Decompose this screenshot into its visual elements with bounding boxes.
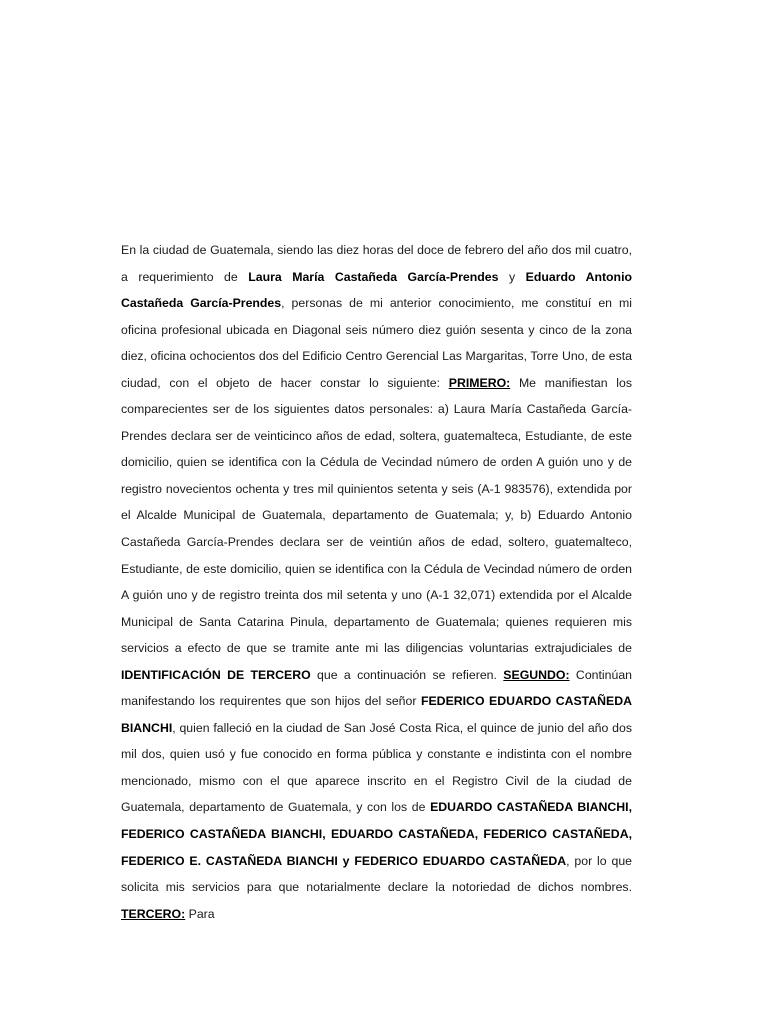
name-federico: FEDERICO EDUARDO CASTAÑEDA BIANCHI [121, 694, 632, 735]
text-run: , por lo que solicita mis servicios para que notarialmente declare la notoriedad de dichos nombres. [121, 853, 633, 895]
text-run: En la ciudad de Guatemala, siendo las diez horas del doce de febrero del año dos mil cuatro, a requerimiento de [121, 243, 632, 284]
name-laura: Laura María Castañeda García-Prendes [248, 269, 499, 284]
text-run: Continúan manifestando los requirentes que son hijos del señor [121, 667, 632, 709]
text-run: , quien falleció en la ciudad de San José Costa Rica, el quince de junio del año dos mil dos, quien usó y fue conocido en forma pública y constante e indistinta con el nombre mencionado, mismo con el que aparece inscrito en el Registro Civil de la ciudad de Guatemala, departamento de Guatemala, y con los de [121, 720, 632, 815]
document-body-text [121, 237, 632, 927]
clause-heading-segundo: SEGUNDO: [503, 667, 570, 682]
text-run: , personas de mi anterior conocimiento, me constituí en mi oficina profesional ubicada en Diagonal seis número diez guión sesenta y cinco de la zona diez, oficina ochocientos dos del Edificio Centro Gerencial Las Margaritas, Torre Uno, de esta ciudad, con el objeto de hacer constar lo siguiente: [121, 296, 632, 390]
text-run: Para [185, 906, 215, 921]
procedure-title: IDENTIFICACIÓN DE TERCERO [121, 667, 311, 682]
clause-heading-primero: PRIMERO: [448, 375, 511, 390]
text-run: Me manifiestan los comparecientes ser de los siguientes datos personales: a) Laura María Castañeda García-Prendes declara ser de veinticinco años de edad, soltera, guatemalteca, Estudiante, de este domicilio, quien se identifica con la Cédula de Vecindad número de orden A guión uno y de registro novecientos ochenta y tres mil quinientos setenta y seis (A-1 983576), extendida por el Alcalde Municipal de Guatemala, departamento de Guatemala; y, b) Eduardo Antonio Castañeda García-Prendes declara ser de veintiún años de edad, soltero, guatemalteco, Estudiante, de este domicilio, quien se identifica con la Cédula de Vecindad número de orden A guión uno y de registro treinta dos mil setenta y uno (A-1 32,071) extendida por el Alcalde Municipal de Santa Catarina Pinula, departamento de Guatemala; quienes requieren mis servicios a efecto de que se tramite ante mi las diligencias voluntarias extrajudiciales de [121, 375, 633, 656]
text-run: y [498, 269, 526, 284]
name-eduardo: Eduardo Antonio Castañeda García-Prendes [121, 269, 633, 311]
text-run: que a continuación se refieren. [310, 667, 504, 682]
clause-heading-tercero: TERCERO: [121, 906, 186, 921]
alias-names: EDUARDO CASTAÑEDA BIANCHI, FEDERICO CASTAÑEDA BIANCHI, EDUARDO CASTAÑEDA, FEDERICO CASTAÑEDA, FEDERICO E. CASTAÑEDA BIANCHI y FEDERICO EDUARDO CASTAÑEDA [121, 800, 632, 868]
